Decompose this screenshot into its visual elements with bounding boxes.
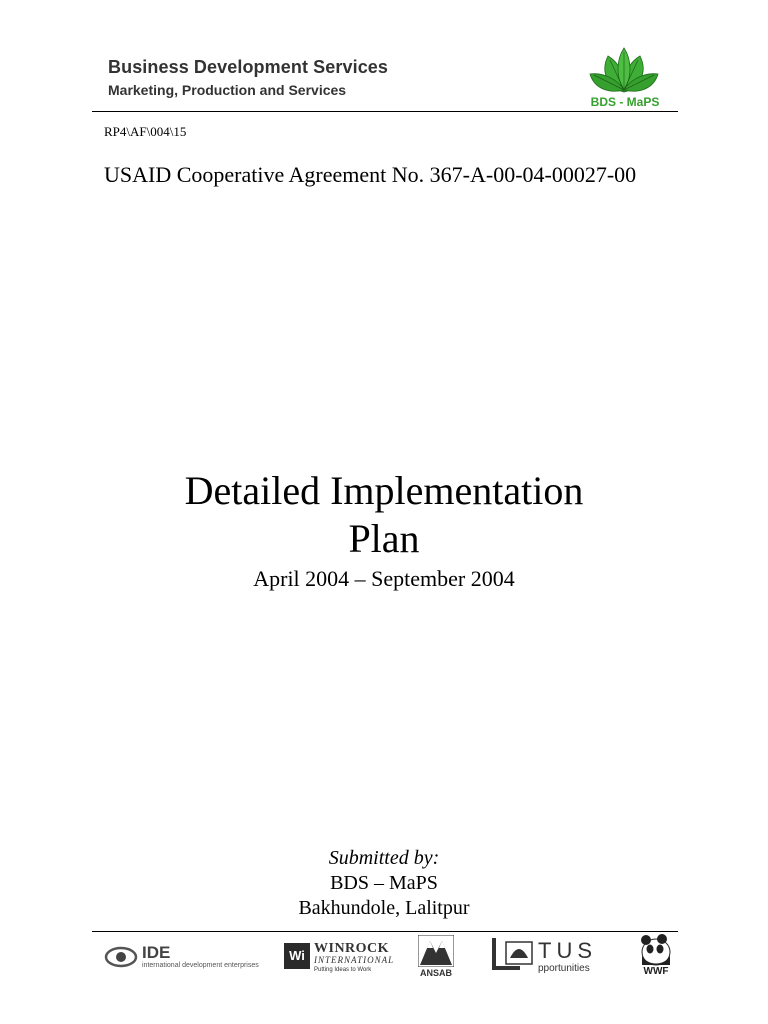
agreement-number: USAID Cooperative Agreement No. 367-A-00-04-00027-00	[104, 162, 637, 187]
lotus-tagline: pportunities	[538, 963, 590, 974]
winrock-logo	[284, 940, 394, 976]
ansab-mountain-icon	[418, 935, 454, 967]
ide-eye-icon	[104, 944, 138, 970]
plan-period: April 2004 – September 2004	[253, 566, 515, 591]
submitting-organization: BDS – MaPS	[330, 872, 438, 894]
logo-text: BDS - MaPS	[590, 95, 660, 109]
lotus-logo	[490, 936, 610, 976]
wwf-logo	[636, 934, 676, 978]
wwf-name: WWF	[643, 966, 669, 977]
ide-name: IDE	[142, 943, 171, 962]
ide-tagline: international development enterprises	[142, 962, 259, 969]
ide-logo	[104, 940, 274, 976]
document-title-line-2: Plan	[348, 516, 420, 561]
ansab-logo	[414, 935, 458, 979]
submitting-address: Bakhundole, Lalitpur	[298, 897, 470, 919]
winrock-name-2: INTERNATIONAL	[314, 955, 395, 965]
document-title-line-1: Detailed Implementation	[184, 468, 584, 513]
panda-icon	[638, 934, 674, 966]
winrock-tagline: Putting Ideas to Work	[314, 967, 372, 973]
winrock-name: WINROCK	[314, 941, 390, 956]
footer-rule	[92, 931, 678, 932]
submitted-by-label: Submitted by:	[328, 847, 440, 869]
header-title: Business Development Services	[108, 57, 389, 77]
header-subtitle: Marketing, Production and Services	[108, 82, 347, 98]
ansab-name: ANSAB	[419, 968, 452, 978]
lotus-name: TUS	[538, 938, 597, 963]
document-reference: RP4\AF\004\15	[104, 124, 187, 139]
winrock-mark-icon: Wi	[284, 943, 310, 969]
lotus-mark-icon	[490, 936, 536, 972]
header-rule	[92, 111, 678, 112]
